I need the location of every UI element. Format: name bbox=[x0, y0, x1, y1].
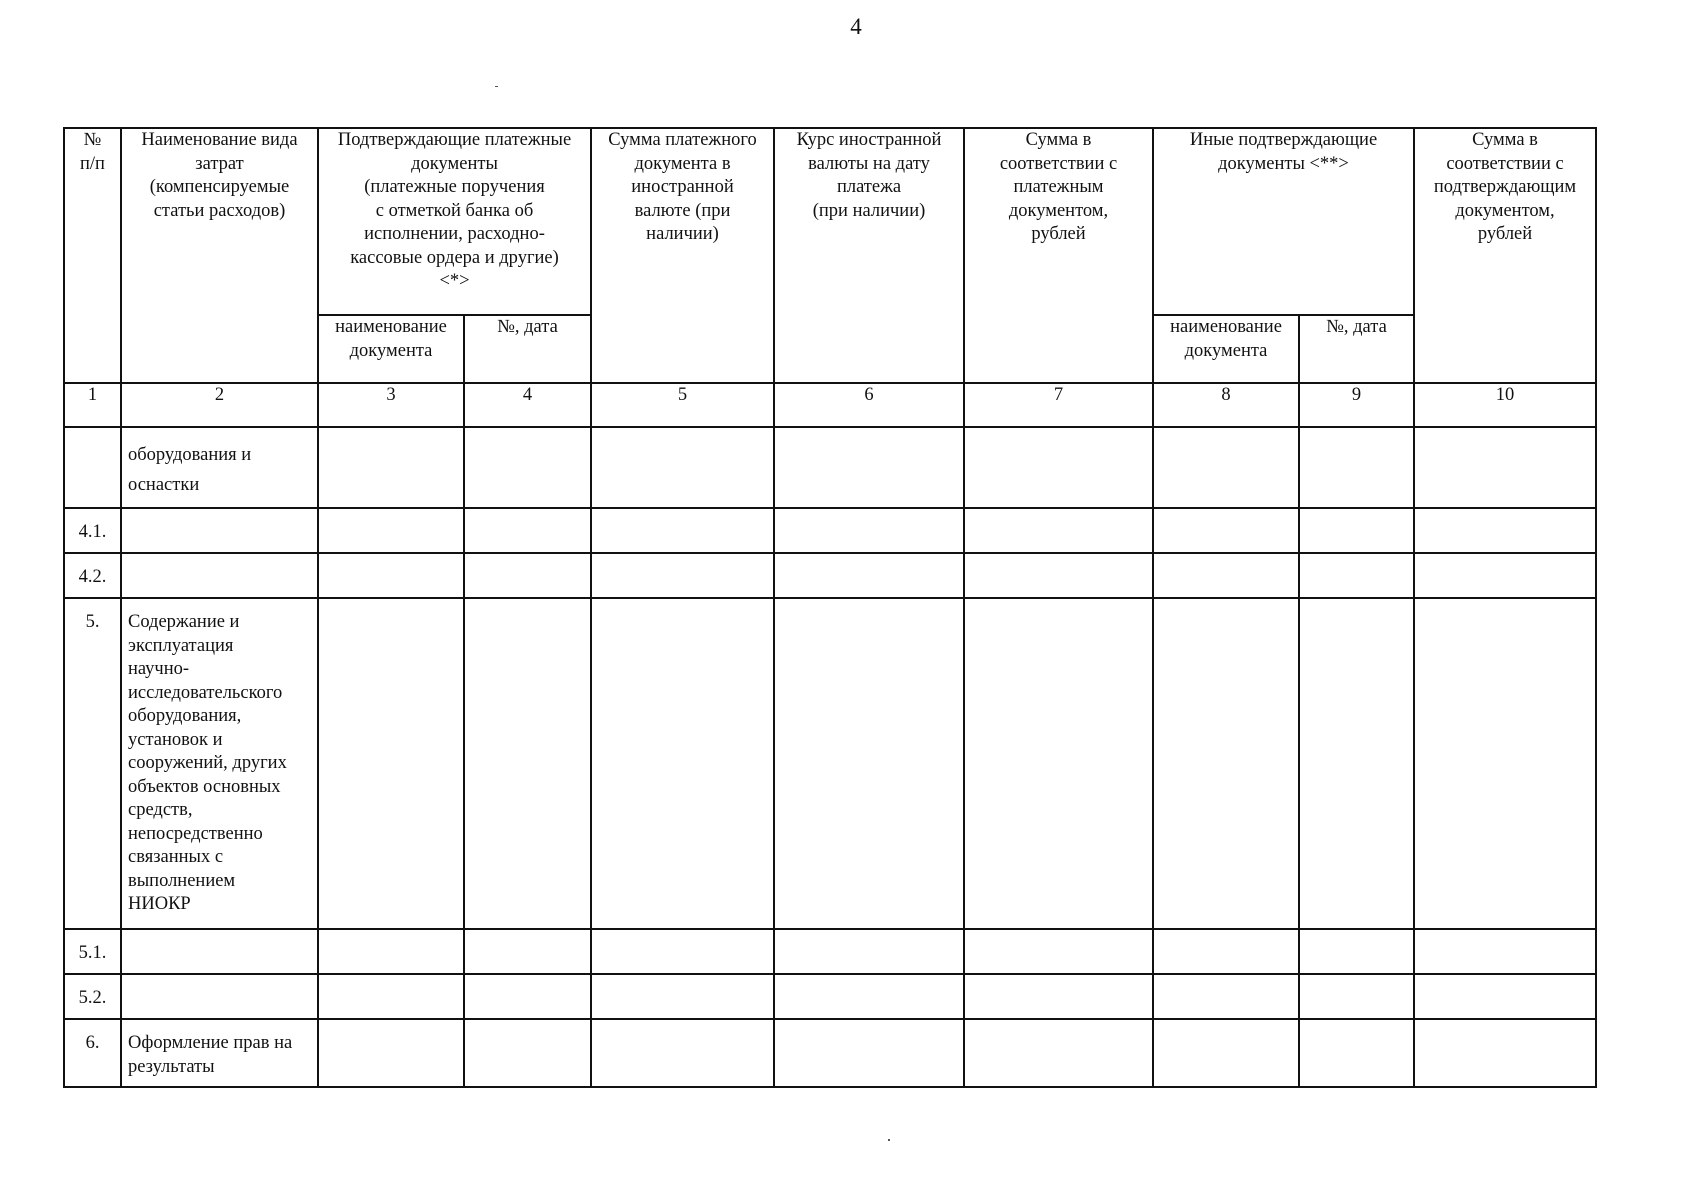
column-number: 1 bbox=[64, 383, 121, 427]
data-cell bbox=[1414, 974, 1596, 1019]
table-row bbox=[64, 427, 1596, 508]
data-cell bbox=[591, 974, 774, 1019]
table-row bbox=[64, 1019, 1596, 1087]
data-cell bbox=[464, 427, 591, 508]
data-cell bbox=[1153, 929, 1299, 974]
data-cell bbox=[774, 508, 964, 553]
row-number-cell: 4.2. bbox=[64, 553, 121, 598]
data-cell bbox=[964, 553, 1153, 598]
row-number-cell bbox=[64, 427, 121, 508]
column-number: 5 bbox=[591, 383, 774, 427]
data-cell bbox=[1414, 508, 1596, 553]
data-cell bbox=[464, 1019, 591, 1087]
scan-speck bbox=[888, 1139, 890, 1141]
page-number: 4 bbox=[850, 14, 862, 39]
data-cell bbox=[1153, 508, 1299, 553]
column-number: 4 bbox=[464, 383, 591, 427]
data-cell bbox=[464, 553, 591, 598]
data-cell bbox=[591, 1019, 774, 1087]
data-cell bbox=[1299, 598, 1414, 929]
data-cell bbox=[1414, 929, 1596, 974]
data-cell bbox=[1153, 427, 1299, 508]
header-doc-name-cell: наименование документа bbox=[318, 315, 464, 383]
data-cell bbox=[591, 553, 774, 598]
header-doc-number-date-cell: №, дата bbox=[464, 315, 591, 383]
data-cell bbox=[1299, 553, 1414, 598]
header-confirm-sum-rub-cell: Сумма в соответствии с подтверждающим документом, рублей bbox=[1414, 128, 1596, 383]
data-cell bbox=[1153, 974, 1299, 1019]
column-number: 2 bbox=[121, 383, 318, 427]
header-payment-docs-cell: Подтверждающие платежные документы (платежные поручения с отметкой банка об исполнении, расходно- кассовые ордера и другие) <*> bbox=[318, 128, 591, 315]
data-cell bbox=[464, 508, 591, 553]
data-cell bbox=[318, 427, 464, 508]
data-cell bbox=[318, 974, 464, 1019]
data-cell bbox=[1414, 553, 1596, 598]
data-cell bbox=[1153, 1019, 1299, 1087]
data-cell bbox=[774, 929, 964, 974]
data-cell bbox=[964, 508, 1153, 553]
column-number: 3 bbox=[318, 383, 464, 427]
table-row bbox=[64, 553, 1596, 598]
row-name-cell: Оформление прав на результаты bbox=[121, 1019, 318, 1087]
row-name-cell bbox=[121, 553, 318, 598]
data-cell bbox=[318, 598, 464, 929]
data-cell bbox=[1153, 598, 1299, 929]
column-number: 7 bbox=[964, 383, 1153, 427]
data-cell bbox=[1299, 508, 1414, 553]
data-cell bbox=[774, 427, 964, 508]
row-name-cell: Содержание и эксплуатация научно- исследовательского оборудования, установок и сооружений, других объектов основных средств, непосредственно связанных с выполнением НИОКР bbox=[121, 598, 318, 929]
row-number-cell: 6. bbox=[64, 1019, 121, 1087]
header-number-cell: № п/п bbox=[64, 128, 121, 383]
data-cell bbox=[318, 1019, 464, 1087]
table-row bbox=[64, 508, 1596, 553]
data-cell bbox=[774, 1019, 964, 1087]
header-other-doc-number-date-cell: №, дата bbox=[1299, 315, 1414, 383]
data-cell bbox=[464, 974, 591, 1019]
column-number: 9 bbox=[1299, 383, 1414, 427]
row-name-cell: оборудования и оснастки bbox=[121, 427, 318, 508]
data-cell bbox=[1299, 974, 1414, 1019]
data-cell bbox=[964, 598, 1153, 929]
scan-speck bbox=[495, 86, 498, 87]
data-cell bbox=[318, 553, 464, 598]
row-number-cell: 5. bbox=[64, 598, 121, 929]
row-name-cell bbox=[121, 929, 318, 974]
header-payment-sum-rub-cell: Сумма в соответствии с платежным документом, рублей bbox=[964, 128, 1153, 383]
expense-table bbox=[63, 127, 1597, 1088]
data-cell bbox=[1299, 427, 1414, 508]
data-cell bbox=[318, 929, 464, 974]
table-row bbox=[64, 974, 1596, 1019]
data-cell bbox=[1414, 598, 1596, 929]
table-row bbox=[64, 598, 1596, 929]
data-cell bbox=[1414, 1019, 1596, 1087]
data-cell bbox=[964, 427, 1153, 508]
row-name-cell bbox=[121, 508, 318, 553]
row-name-cell bbox=[121, 974, 318, 1019]
header-other-doc-name-cell: наименование документа bbox=[1153, 315, 1299, 383]
data-cell bbox=[964, 974, 1153, 1019]
header-other-docs-cell: Иные подтверждающие документы <**> bbox=[1153, 128, 1414, 315]
data-cell bbox=[1153, 553, 1299, 598]
header-row bbox=[64, 128, 1596, 315]
row-number-cell: 5.1. bbox=[64, 929, 121, 974]
column-number: 8 bbox=[1153, 383, 1299, 427]
data-cell bbox=[1299, 1019, 1414, 1087]
data-cell bbox=[964, 929, 1153, 974]
data-cell bbox=[774, 553, 964, 598]
header-foreign-sum-cell: Сумма платежного документа в иностранной валюте (при наличии) bbox=[591, 128, 774, 383]
header-cost-type-cell: Наименование вида затрат (компенсируемые статьи расходов) bbox=[121, 128, 318, 383]
data-cell bbox=[591, 598, 774, 929]
data-cell bbox=[591, 508, 774, 553]
data-cell bbox=[591, 427, 774, 508]
data-cell bbox=[1299, 929, 1414, 974]
column-number: 10 bbox=[1414, 383, 1596, 427]
row-number-cell: 4.1. bbox=[64, 508, 121, 553]
data-cell bbox=[464, 598, 591, 929]
table-row bbox=[64, 929, 1596, 974]
data-cell bbox=[318, 508, 464, 553]
data-cell bbox=[774, 598, 964, 929]
row-number-cell: 5.2. bbox=[64, 974, 121, 1019]
data-cell bbox=[774, 974, 964, 1019]
column-number: 6 bbox=[774, 383, 964, 427]
data-cell bbox=[1414, 427, 1596, 508]
header-exchange-rate-cell: Курс иностранной валюты на дату платежа (при наличии) bbox=[774, 128, 964, 383]
data-cell bbox=[591, 929, 774, 974]
data-cell bbox=[964, 1019, 1153, 1087]
data-cell bbox=[464, 929, 591, 974]
column-numbers-row bbox=[64, 383, 1596, 427]
